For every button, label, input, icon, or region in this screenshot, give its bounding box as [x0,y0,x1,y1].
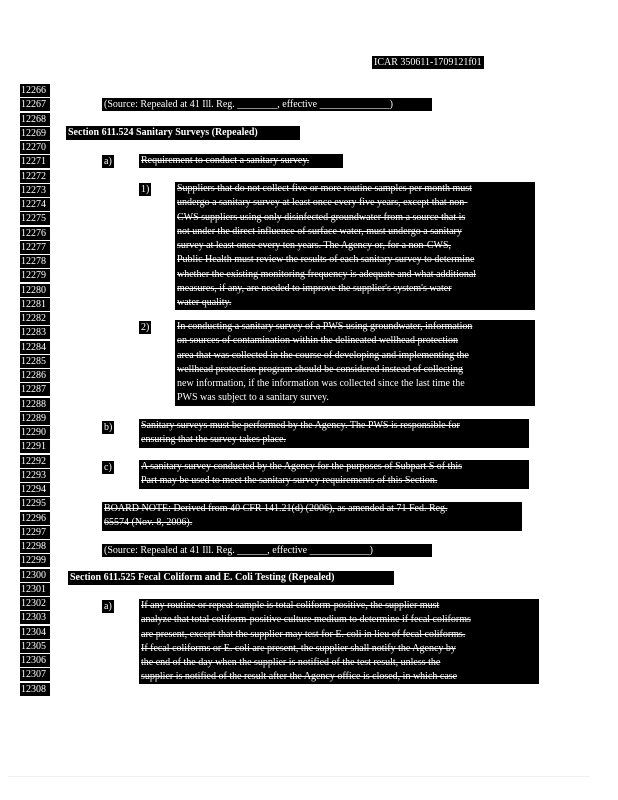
line-number: 12272 [20,170,50,183]
line-number: 12291 [20,440,50,453]
line-number: 12295 [20,497,50,510]
paragraph-a1-line: whether the existing monitoring frequency is adequate and what additional [177,268,477,280]
line-number: 12289 [20,412,50,425]
subsection-c-line: Part may be used to meet the sanitary survey requirements of this Section. [141,475,438,487]
line-number: 12288 [20,398,50,411]
line-number: 12297 [20,526,50,539]
line-number: 12305 [20,640,50,653]
paragraph-a2-line: wellhead protection program should be considered instead of collecting [177,363,464,375]
line-number: 12280 [20,284,50,297]
line-number: 12298 [20,540,50,553]
board-note [102,502,522,531]
paragraph-a1-line: Public Health must review the results of each sanitary survey to determine [177,254,475,266]
paragraph-a1-line: Suppliers that do not collect five or more routine samples per month must [177,183,472,194]
paragraph-a1-line: CWS suppliers using only disinfected groundwater from a source that is [177,211,466,223]
paragraph-a1-line: water quality. [177,297,232,308]
subsection-525a-line: If fecal coliforms or E. coli are present, the supplier shall notify the Agency by [141,642,456,654]
subsection-label-c: c) [104,462,112,473]
line-number: 12285 [20,355,50,368]
line-number: 12287 [20,383,50,396]
line-number: 12275 [20,212,50,225]
subsection-label-a: a) [104,156,112,167]
line-number: 12273 [20,184,50,197]
line-number: 12308 [20,683,50,696]
subsection-c-line: A sanitary survey conducted by the Agency for the purposes of Subpart S of this [141,461,463,472]
line-number: 12303 [20,611,50,624]
paragraph-a2-line: PWS was subject to a sanitary survey. [177,392,329,404]
document-code-header: ICAR 350611-1709121f01 [374,57,482,68]
line-number: 12277 [20,241,50,254]
line-number: 12299 [20,554,50,567]
paragraph-a1-line: measures, if any, are needed to improve the supplier's system's water [177,282,452,294]
line-number: 12293 [20,469,50,482]
paragraph-a2-line: In conducting a sanitary survey of a PWS using groundwater, information [177,321,473,332]
subsection-525a-line: If any routine or repeat sample is total coliform-positive, the supplier must [141,600,440,611]
paragraph-a1-line: not under the direct influence of surface water, must undergo a sanitary [177,225,462,237]
paragraph-a1-line: undergo a sanitary survey at least once every five years, except that non- [177,197,468,209]
line-number: 12292 [20,455,50,468]
line-number: 12304 [20,626,50,639]
subsection-525a-text [139,599,539,684]
section-heading-611-524: Section 611.524 Sanitary Surveys (Repealed) [66,126,300,140]
subsection-525a-line: analyze that total coliform-positive culture medium to determine if fecal coliforms [141,614,471,626]
subsection-c-text [139,460,529,489]
line-number: 12296 [20,512,50,525]
line-number: 12300 [20,569,50,582]
line-number: 12266 [20,84,50,97]
line-number: 12301 [20,583,50,596]
subsection-b-line: Sanitary surveys must be performed by the Agency. The PWS is responsible for [141,420,460,431]
source-note-repealed-2: (Source: Repealed at 41 Ill. Reg. ______, effective ____________) [102,544,432,557]
page-footer-divider [8,776,590,777]
line-number: 12286 [20,369,50,382]
line-number: 12268 [20,113,50,126]
line-number: 12278 [20,255,50,268]
paragraph-a1-text [175,182,535,310]
line-number: 12276 [20,227,50,240]
paragraph-a2-text [175,320,535,406]
line-number: 12279 [20,269,50,282]
paragraph-label-a1: 1) [141,184,150,195]
line-number: 12302 [20,597,50,610]
line-number: 12307 [20,668,50,681]
line-number: 12282 [20,312,50,325]
subsection-525a-line: supplier is notified of the result after the Agency office is closed, in which case [141,671,458,683]
subsection-525a-line: are present, except that the supplier may test for E. coli in lieu of fecal coliforms. [141,628,466,640]
line-number: 12284 [20,341,50,354]
paragraph-a2-line: on sources of contamination within the delineated wellhead protection [177,335,459,347]
paragraph-label-a2: 2) [141,322,150,333]
subsection-label-525a: a) [104,601,112,612]
line-number: 12290 [20,426,50,439]
board-note-line: BOARD NOTE: Derived from 40 CFR 141.21(d) (2006), as amended at 71 Fed. Reg. [104,503,448,514]
line-number: 12274 [20,198,50,211]
line-number: 12269 [20,127,50,140]
paragraph-a2-line: new information, if the information was collected since the last time the [177,378,465,389]
paragraph-a2-line: area that was collected in the course of developing and implementing the [177,349,469,361]
line-number: 12306 [20,654,50,667]
line-number: 12267 [20,98,50,111]
subsection-525a-line: the end of the day when the supplier is notified of the test result, unless the [141,657,441,668]
line-number: 12270 [20,141,50,154]
subsection-a-text: Requirement to conduct a sanitary survey. [139,154,343,168]
line-number: 12271 [20,155,50,168]
board-note-line: 65574 (Nov. 8, 2006). [104,517,193,529]
line-number: 12281 [20,298,50,311]
line-number: 12283 [20,326,50,339]
line-number: 12294 [20,483,50,496]
section-heading-611-525: Section 611.525 Fecal Coliform and E. Coli Testing (Repealed) [68,571,394,585]
source-note-repealed-1: (Source: Repealed at 41 Ill. Reg. ________, effective ______________) [102,98,432,111]
paragraph-a1-line: survey at least once every ten years. The Agency or, for a non-CWS, [177,240,452,251]
subsection-b-line: ensuring that the survey takes place. [141,434,286,446]
subsection-b-text [139,419,529,448]
subsection-label-b: b) [104,422,113,433]
